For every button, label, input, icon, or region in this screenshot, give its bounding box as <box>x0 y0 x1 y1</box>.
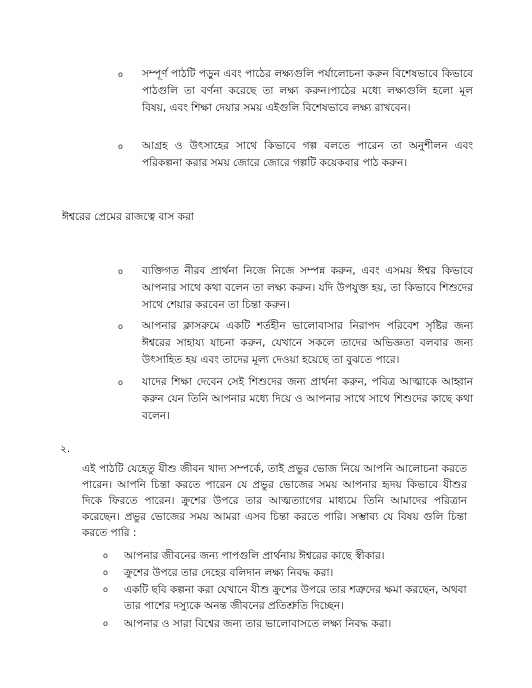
section-heading: ঈশ্বরের প্রেমের রাজত্বে বাস করা <box>62 211 194 223</box>
bullet-marker: o <box>118 322 123 331</box>
bullet-marker: o <box>118 70 123 79</box>
list-item-text: আপনার ও সারা বিশ্বের জন্য তার ভালোবাসতে লক্ষ্য নিবদ্ধ করা। <box>124 618 392 630</box>
list-item-text: যাদের শিক্ষা দেবেন সেই শিশুদের জন্য প্রার্থনা করুন, পবিত্র আত্মাকে আহ্বান করুন যেন তিনি আপনার মধ্যে দিয়ে ও আপনার সাথে সাথে শিশুদের কাছে কথা বলেন। <box>142 376 473 422</box>
list-item <box>118 138 473 172</box>
list-item-text: ব্যক্তিগত নীরব প্রার্থনা নিজে নিজে সম্পন্ন করুন, এবং এসময় ঈশ্বর কিভাবে আপনার সাথে কথা বলেন তা লক্ষ্য করুন। যদি উপযুক্ত হয়, তা কিভাবে শিশুদের সাথে শেয়ার করবেন তা চিন্তা করুন। <box>142 265 473 311</box>
list-item <box>103 565 473 581</box>
list-item <box>103 616 473 632</box>
bullet-marker: o <box>103 568 108 577</box>
bullet-marker: o <box>103 585 108 594</box>
list-item-text: একটি ছবি কল্পনা করা যেখানে যীশু ক্রুশের উপরে তার শত্রুদের ক্ষমা করছেন, অথবা তার পাশের দস্যুকে অনন্ত জীবনের প্রতিশ্রুতি দিচ্ছেন। <box>124 584 467 612</box>
list-item <box>103 548 473 564</box>
list-item <box>103 582 473 614</box>
list-item-text: আগ্রহ ও উৎসাহের সাথে কিভাবে গল্প বলতে পারেন তা অনুশীলন এবং পরিকল্পনা করার সময় জোরে জোরে গল্পটি কয়েকবার পাঠ করুন। <box>142 140 473 169</box>
list-item-text: আপনার জীবনের জন্য পাপগুলি প্রার্থনায় ঈশ্বরের কাছে স্বীকার। <box>124 550 385 562</box>
list-item-text: সম্পূর্ণ পাঠটি পড়ুন এবং পাঠের লক্ষ্যগুলি পর্যালোচনা করুন বিশেষভাবে কিভাবে পাঠগুলি তা বর্ণনা করেছে তা লক্ষ্য করুন।পাঠের মধ্যে লক্ষ্যগুলি হলো মূল বিষয়, এবং শিক্ষা দেয়ার সময় এইগুলি বিশেষভাবে লক্ষ্য রাখবেন। <box>142 68 473 114</box>
list-item <box>118 263 473 314</box>
list-item <box>118 66 473 117</box>
bullet-marker: o <box>118 267 123 276</box>
body-paragraph: এই পাঠটি যেহেতু যীশু জীবন খাদ্য সম্পর্কে, তাই প্রভুর ভোজ নিয়ে আপনি আলোচনা করতে পারেন। আপনি চিন্তা করতে পারেন যে প্রভুর ভোজের সময় আপনার হৃদয় কিভাবে যীশুর দিকে ফিরতে পারেন। ক্রুশের উপরে তার আত্মত্যাগের মাধ্যমে তিনি আমাদের পরিত্রান করেছেন। প্রভুর ভোজের সময় আমরা এসব চিন্তা করতে পারি। সম্ভাব্য যে বিষয় গুলি চিন্তা করতে পারি : <box>82 463 467 539</box>
bullet-marker: o <box>103 551 108 560</box>
section-number: ২. <box>60 443 71 455</box>
bullet-marker: o <box>103 619 108 628</box>
bullet-marker: o <box>118 142 123 151</box>
list-item-text: ক্রুশের উপরে তার দেহের বলিদান লক্ষ্য নিবদ্ধ করা। <box>124 567 334 579</box>
list-item <box>118 318 473 369</box>
list-item <box>118 374 473 425</box>
bullet-marker: o <box>118 378 123 387</box>
list-item-text: আপনার ক্লাসরুমে একটি শর্তহীন ভালোবাসার নিরাপদ পরিবেশ সৃষ্টির জন্য ঈশ্বরের সাহায্য যাচনা করুন, যেখানে সকলে তাদের অভিজ্ঞতা বলবার জন্য উৎসাহিত হয় এবং তাদের মূল্য দেওয়া হয়েছে তা বুঝতে পারে। <box>142 320 473 366</box>
